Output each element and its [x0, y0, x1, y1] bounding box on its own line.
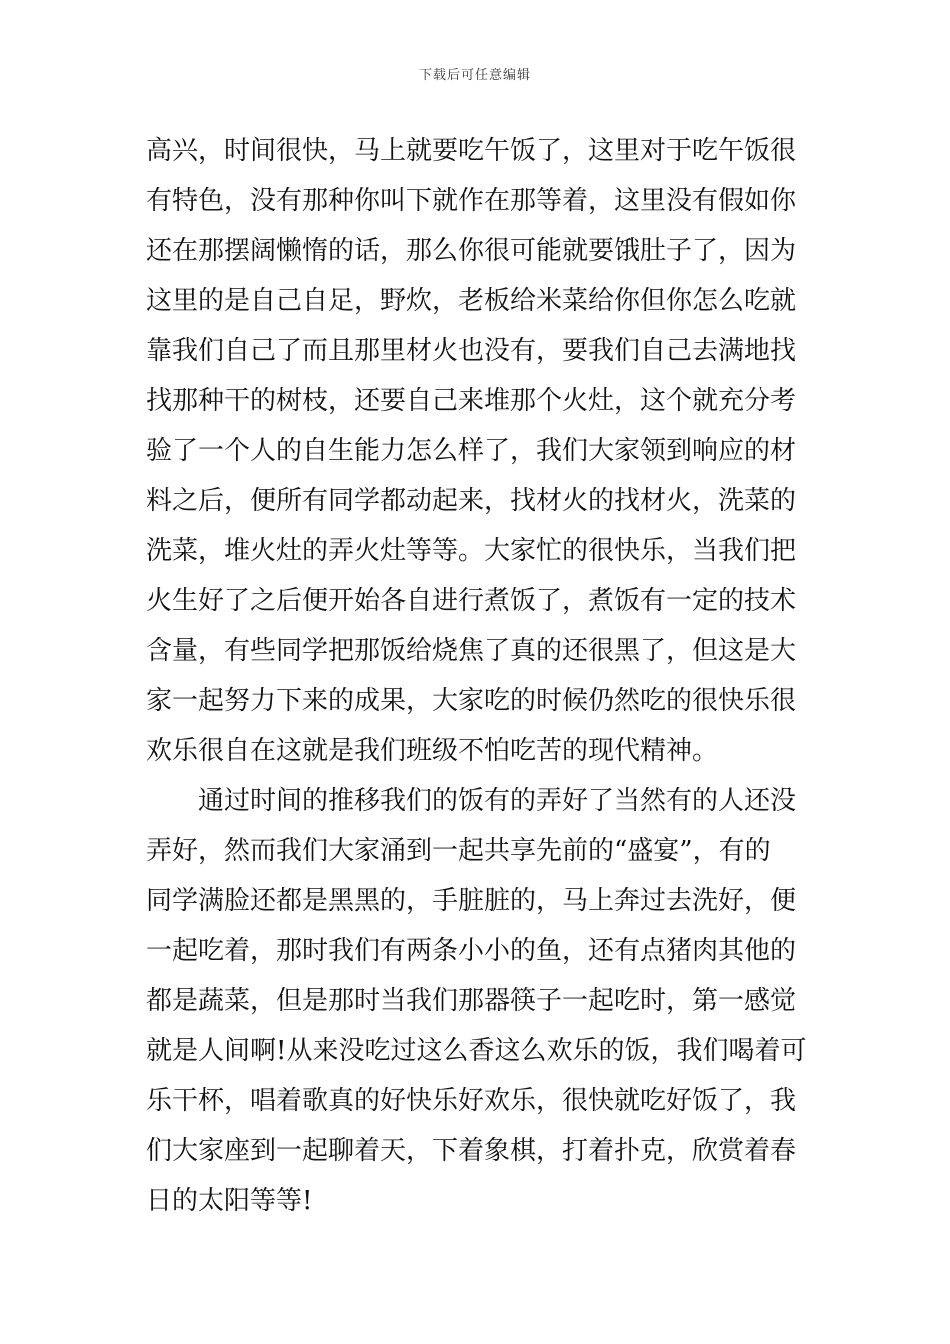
text-line: 都是蔬菜，但是那时当我们那器筷子一起吃时，第一感觉 [146, 986, 797, 1016]
text-line: 料之后，便所有同学都动起来，找材火的找材火，洗菜的 [146, 486, 797, 516]
text-line: 乐干杯，唱着歌真的好快乐好欢乐，很快就吃好饭了，我 [146, 1086, 797, 1116]
text-line: 日的太阳等等! [146, 1186, 313, 1216]
text-line: 洗菜，堆火灶的弄火灶等等。大家忙的很快乐，当我们把 [146, 536, 797, 566]
paragraph-1 [146, 126, 811, 776]
text-line: 一起吃着，那时我们有两条小小的鱼，还有点猪肉其他的 [146, 936, 797, 966]
text-line: 含量，有些同学把那饭给烧焦了真的还很黑了，但这是大 [146, 636, 797, 666]
text-line: 这里的是自己自足，野炊，老板给米菜给你但你怎么吃就 [146, 286, 797, 316]
document-body [146, 126, 811, 1226]
text-line: 同学满脸还都是黑黑的，手脏脏的，马上奔过去洗好，便 [146, 886, 797, 916]
text-line: 验了一个人的自生能力怎么样了，我们大家领到响应的材 [146, 436, 797, 466]
text-line: 有特色，没有那种你叫下就作在那等着，这里没有假如你 [146, 186, 797, 216]
page-header: 下载后可任意编辑 [418, 68, 531, 83]
text-line: 欢乐很自在这就是我们班级不怕吃苦的现代精神。 [146, 736, 719, 766]
text-line: 还在那摆阔懒惰的话，那么你很可能就要饿肚子了，因为 [146, 236, 797, 266]
text-line-indented: 通过时间的推移我们的饭有的弄好了当然有的人还没 [198, 786, 797, 816]
text-line: 高兴，时间很快，马上就要吃午饭了，这里对于吃午饭很 [146, 136, 797, 166]
text-line: 就是人间啊!从来没吃过这么香这么欢乐的饭，我们喝着可 [146, 1036, 807, 1066]
text-line: 火生好了之后便开始各自进行煮饭了，煮饭有一定的技术 [146, 586, 797, 616]
text-line: 弄好，然而我们大家涌到一起共享先前的“盛宴”，有的 [146, 836, 771, 866]
paragraph-2 [146, 776, 811, 1226]
text-line: 们大家座到一起聊着天，下着象棋，打着扑克，欣赏着春 [146, 1136, 797, 1166]
text-line: 靠我们自己了而且那里材火也没有，要我们自己去满地找 [146, 336, 797, 366]
text-line: 找那种干的树枝，还要自己来堆那个火灶，这个就充分考 [146, 386, 797, 416]
text-line: 家一起努力下来的成果，大家吃的时候仍然吃的很快乐很 [146, 686, 797, 716]
